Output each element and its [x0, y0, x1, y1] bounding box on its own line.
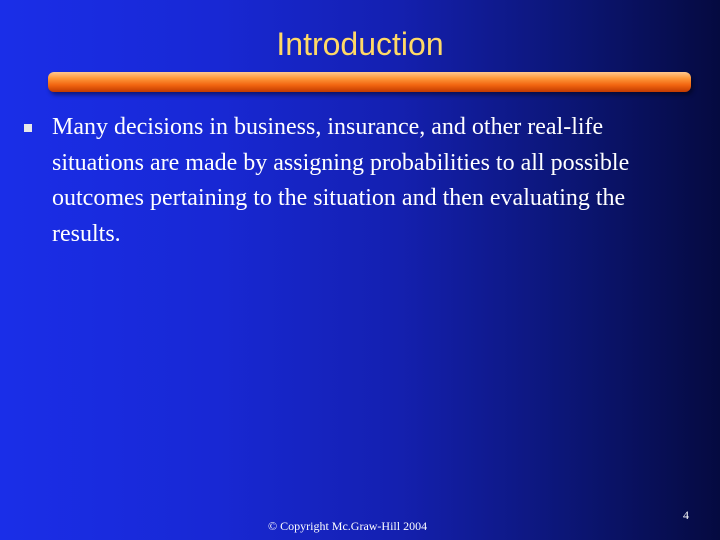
bullet-square-icon [24, 124, 32, 132]
title-underline-bar [48, 72, 691, 92]
bullet-text: Many decisions in business, insurance, and other real-life situations are made by assigning probabilities to all possible outcomes pertaining to the situation and then evaluating the results. [52, 114, 630, 247]
copyright-footer: © Copyright Mc.Graw-Hill 2004 [268, 519, 428, 533]
page-number: 4 [683, 508, 689, 522]
slide-title: Introduction [276, 26, 444, 62]
